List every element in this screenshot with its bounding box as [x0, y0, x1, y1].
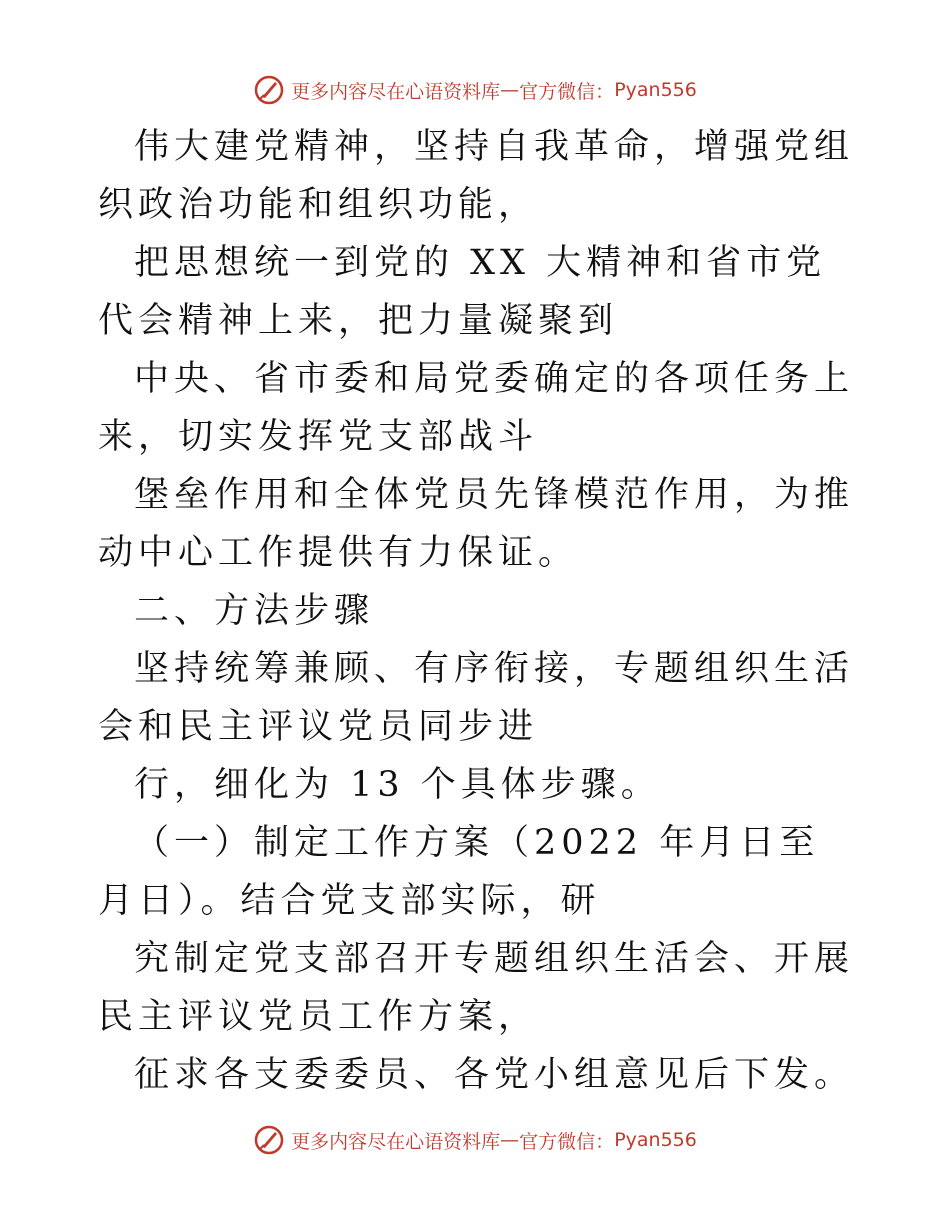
- footer-promo-text: 更多内容尽在心语资料库: [291, 1130, 501, 1153]
- footer-wechat-id: Pyan556: [614, 1129, 697, 1151]
- footer-wechat-label: 官方微信：: [519, 1130, 615, 1153]
- paragraph: 中央、省市委和局党委确定的各项任务上来，切实发挥党支部战斗: [98, 359, 855, 457]
- paragraph: 堡垒作用和全体党员先锋模范作用，为推动中心工作提供有力保证。: [98, 475, 855, 573]
- footer-separator: —: [500, 1129, 520, 1151]
- paragraph: 把思想统一到党的 XX 大精神和省市党代会精神上来，把力量凝聚到: [98, 243, 827, 341]
- footer-banner: [0, 1120, 950, 1160]
- header-separator: —: [500, 79, 520, 101]
- paragraph: （一）制定工作方案（2022 年月日至月日）。结合党支部实际，研: [98, 823, 820, 921]
- header-promo-text: 更多内容尽在心语资料库: [291, 80, 501, 103]
- paragraph: 伟大建党精神，坚持自我革命，增强党组织政治功能和组织功能，: [98, 127, 855, 225]
- header-banner: [0, 70, 950, 110]
- header-wechat-id: Pyan556: [614, 79, 697, 101]
- paragraph: 行，细化为 13 个具体步骤。: [134, 765, 661, 805]
- header-wechat-label: 官方微信：: [519, 80, 615, 103]
- quill-logo-icon: [253, 74, 285, 106]
- quill-logo-icon: [253, 1124, 285, 1156]
- paragraph: 究制定党支部召开专题组织生活会、开展民主评议党员工作方案，: [98, 939, 855, 1037]
- document-body: [98, 118, 858, 1104]
- paragraph: 征求各支委委员、各党小组意见后下发。: [134, 1055, 855, 1095]
- section-heading: 二、方法步骤: [134, 591, 375, 631]
- paragraph: 坚持统筹兼顾、有序衔接，专题组织生活会和民主评议党员同步进: [98, 649, 855, 747]
